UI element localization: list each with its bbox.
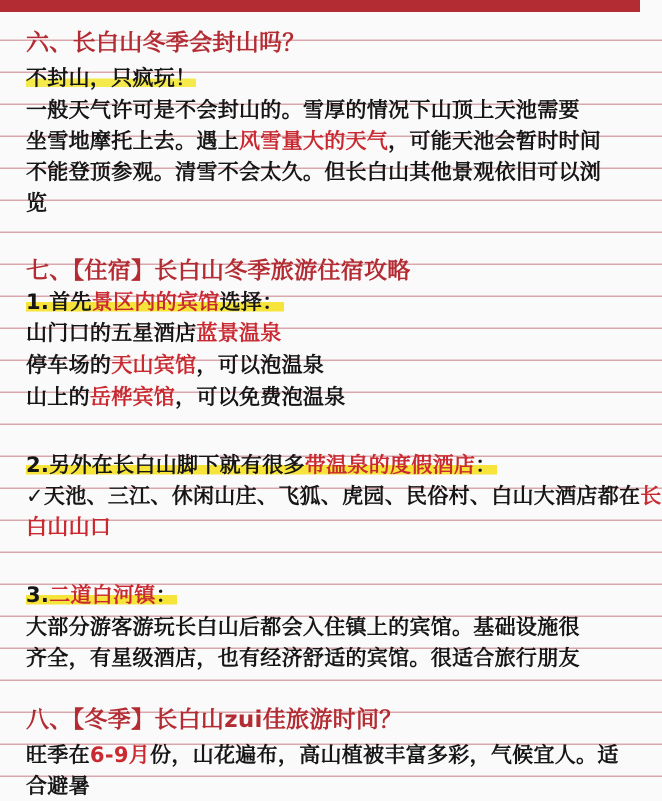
section-6-answer: 不封山，只疯玩！ [26, 66, 197, 90]
hotel-name: 岳桦宾馆 [89, 385, 176, 409]
section-8-body-line-1: 旺季在6-9月份，山花遍布，高山植被丰富多彩，气候宜人。适 [26, 743, 619, 767]
section-8-title: 八、【冬季】长白山zui佳旅游时间？ [26, 707, 403, 733]
top-accent-bar [0, 0, 640, 12]
section-8-body-line-2: 合避暑 [26, 774, 90, 798]
item-2-heading: 2.另外在长白山脚下就有很多带温泉的度假酒店： [26, 453, 497, 477]
resorts-line-2: 白山山口 [26, 515, 112, 539]
hotel-name: 蓝景温泉 [196, 321, 282, 345]
hotel-line-1: 山门口的五星酒店蓝景温泉 [26, 321, 282, 345]
section-6-body-line-4: 览 [26, 191, 48, 215]
town-line-2: 齐全，有星级酒店，也有经济舒适的宾馆。很适合旅行朋友 [26, 646, 580, 670]
town-line-1: 大部分游客游玩长白山后都会入住镇上的宾馆。基础设施很 [26, 615, 580, 639]
section-7-title: 七、【住宿】长白山冬季旅游住宿攻略 [26, 258, 411, 284]
hotel-line-3: 山上的岳桦宾馆，可以免费泡温泉 [26, 385, 346, 409]
hotel-line-2: 停车场的天山宾馆，可以泡温泉 [26, 353, 325, 377]
item-1-heading: 1.首先景区内的宾馆选择： [26, 290, 284, 314]
section-6-body-line-3: 不能登顶参观。清雪不会太久。但长白山其他景观依旧可以浏 [26, 160, 602, 184]
section-6-body-line-2: 坐雪地摩托上去。遇上风雪量大的天气，可能天池会暂时时间 [26, 129, 602, 153]
section-6-body-line-1: 一般天气许可是不会封山的。雪厚的情况下山顶上天池需要 [26, 98, 580, 122]
section-6-title: 六、长白山冬季会封山吗？ [26, 30, 306, 56]
resorts-line-1: ✓天池、三江、休闲山庄、飞狐、虎园、民俗村、白山大酒店都在长 [26, 484, 662, 508]
hotel-name: 天山宾馆 [111, 353, 197, 377]
item-3-heading: 3.二道白河镇： [26, 583, 178, 607]
season-highlight: 6-9月 [89, 743, 151, 767]
weather-highlight: 风雪量大的天气 [239, 129, 389, 153]
